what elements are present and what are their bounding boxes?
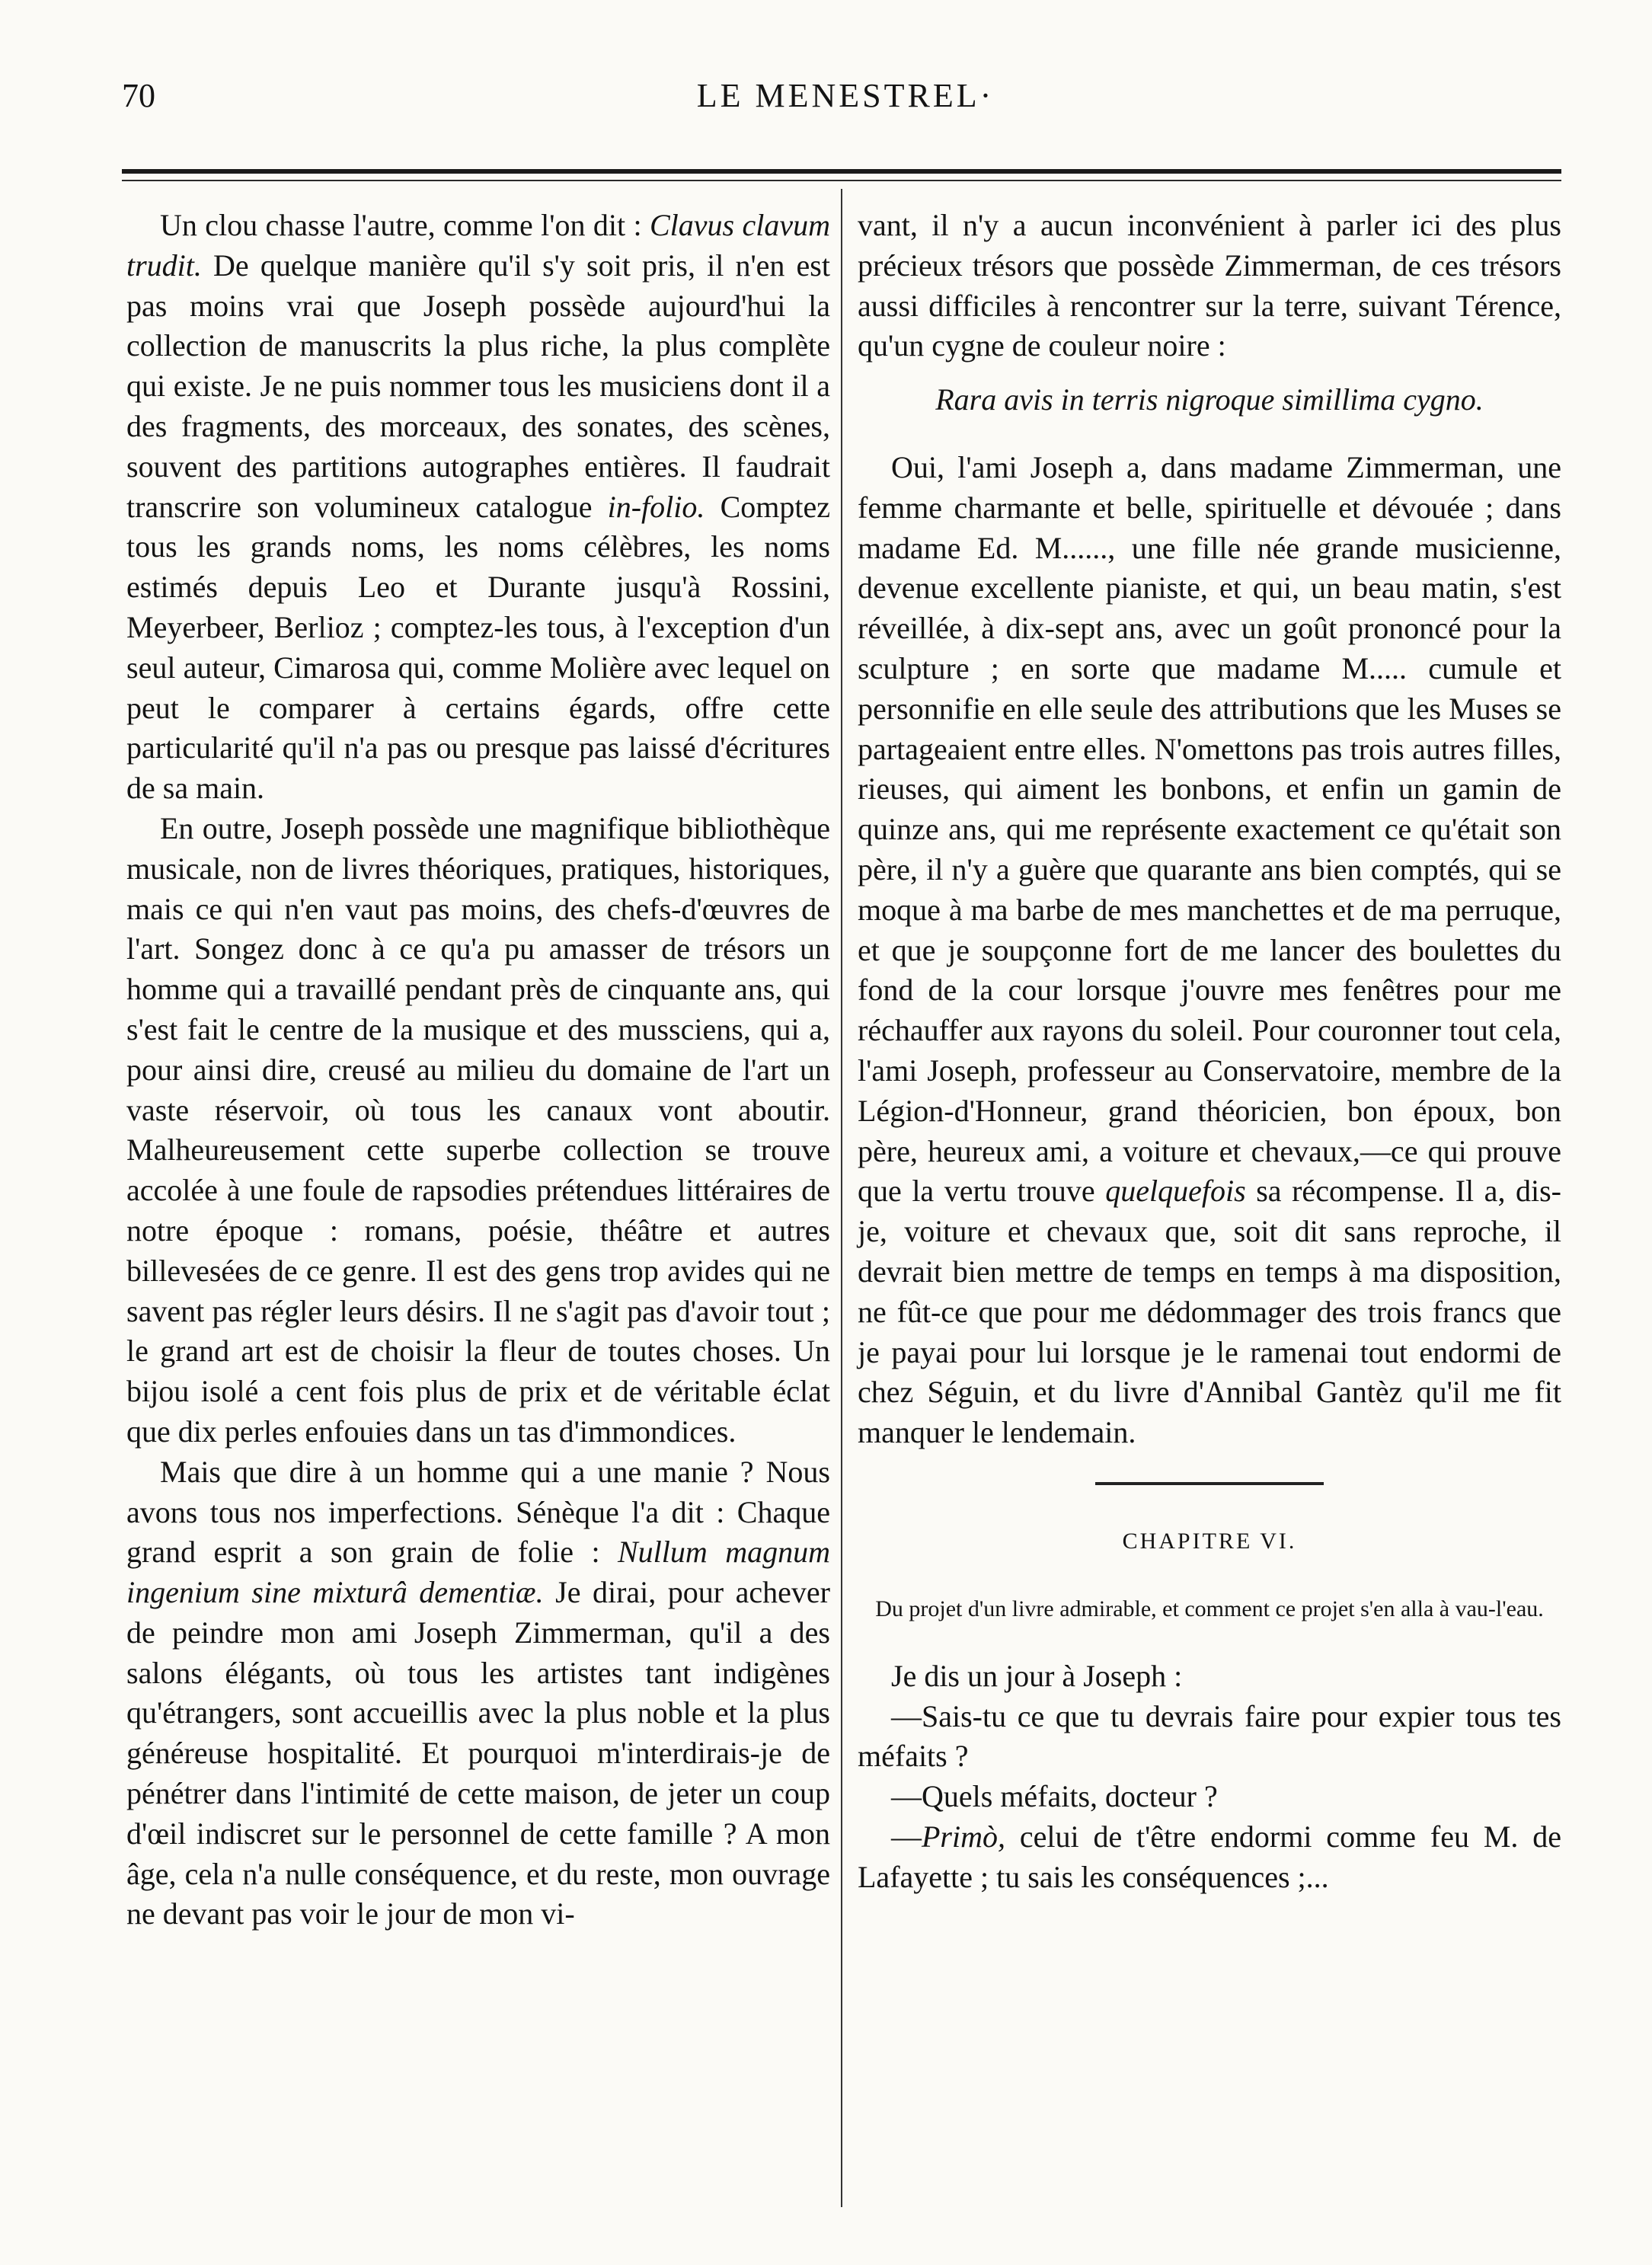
italic-term: in-folio. (607, 489, 705, 524)
italic-term: Primò, (922, 1819, 1005, 1854)
chapter-summary: Du projet d'un livre admirable, et comment ce projet s'en alla à vau-l'eau. (875, 1596, 1544, 1621)
left-column (126, 206, 830, 1934)
latin-quote: Clavus clavum trudit. (126, 208, 831, 283)
header-rule-thick (122, 169, 1561, 174)
paragraph (126, 1452, 830, 1935)
paragraph (126, 206, 830, 809)
column-separator (841, 189, 842, 2207)
text-run: sa récompense. Il a, dis-je, voiture et chevaux que, soit dit sans reproche, il devrait bien mettre de temps en temps à ma disposition, ne fût-ce que pour me dédommager des trois francs que je payai pour lui lorsque je le ramenai tout endormi de chez Séguin, et du livre d'Annibal Gantèz qu'il me fit manquer le lendemain. (858, 1174, 1561, 1450)
text-run: Comptez tous les grands noms, les noms célèbres, les noms estimés depuis Leo et Durante jusqu'à Rossini, Meyerbeer, Berlioz ; comptez-les tous, à l'exception d'un seul auteur, Cimarosa qui, comme Molière avec lequel on peut le comparer à certains égards, offre cette particularité qu'il n'a pas ou presque pas laissé d'écritures de sa main. (126, 489, 830, 806)
paragraph: Je dis un jour à Joseph : (891, 1658, 1183, 1693)
text-run: celui de t'être endormi comme feu M. de Lafayette ; tu sais les conséquences ;... (858, 1819, 1561, 1894)
text-run: Un clou chasse l'autre, comme l'on dit : (160, 208, 650, 242)
section-divider (1095, 1482, 1324, 1485)
header-rule-thin (122, 180, 1561, 181)
text-run: De quelque manière qu'il s'y soit pris, il n'en est pas moins vrai que Joseph possède aujourd'hui la collection de manuscrits la plus riche, la plus complète qui existe. Je ne puis nommer tous les musiciens dont il a des fragments, des morceaux, des sonates, des scènes, souvent des partitions autographes entières. Il faudrait transcrire son volumineux catalogue (126, 248, 830, 524)
latin-quote: Nullum magnum ingenium sine mixturâ dementiæ. (126, 1535, 830, 1610)
chapter-title: CHAPITRE VI. (1122, 1528, 1297, 1554)
right-column (858, 206, 1561, 1897)
dialogue-line: —Quels méfaits, docteur ? (891, 1779, 1218, 1814)
running-title: LE MENESTREL· (696, 77, 995, 114)
dialogue-line (858, 1817, 1561, 1898)
paragraph: En outre, Joseph possède une magnifique bibliothèque musicale, non de livres théoriques, pratiques, historiques, mais ce qui n'en vaut pas moins, des chefs-d'œuvres de l'art. Songez donc à ce qu'a pu amasser de trésors un homme qui a travaillé pendant près de cinquante ans, qui s'est fait le centre de la musique et des mussciens, qui a, pour ainsi dire, creusé au milieu du domaine de l'art un vaste réservoir, où tous les canaux vont aboutir. Malheureusement cette superbe collection se trouve accolée à une foule de rapsodies prétendues littéraires de notre époque : romans, poésie, théâtre et autres billevesées de ce genre. Il est des gens trop avides qui ne savent pas régler leurs désirs. Il ne s'agit pas d'avoir tout ; le grand art est de choisir la fleur de toutes choses. Un bijou isolé a cent fois plus de prix et de véritable éclat que dix perles enfouies dans un tas d'immondices. (126, 810, 830, 1449)
text-run: — (891, 1819, 922, 1854)
italic-term: quelquefois (1105, 1174, 1246, 1209)
latin-verse: Rara avis in terris nigroque simillima cygno. (935, 382, 1484, 417)
paragraph (858, 448, 1561, 1453)
text-run: Je dirai, pour achever de peindre mon ami Joseph Zimmerman, qu'il a des salons élégants, où tous les artistes tant indigènes qu'étrangers, sont accueillis avec la plus noble et la plus généreuse hospitalité. Et pourquoi m'interdirais-je de pénétrer dans l'intimité de cette maison, de jeter un coup d'œil indiscret sur le personnel de cette famille ? A mon âge, cela n'a nulle conséquence, et du reste, mon ouvrage ne devant pas voir le jour de mon vi- (126, 1575, 830, 1931)
paragraph: vant, il n'y a aucun inconvénient à parler ici des plus précieux trésors que possède Zimmerman, de ces trésors aussi difficiles à rencontrer sur la terre, suivant Térence, qu'un cygne de couleur noire : (858, 208, 1561, 363)
page-number: 70 (122, 77, 155, 114)
text-run: Oui, l'ami Joseph a, dans madame Zimmerman, une femme charmante et belle, spirituelle et dévouée ; dans madame Ed. M......, une fille née grande musicienne, devenue excellente pianiste, et qui, un beau matin, s'est réveillée, à dix-sept ans, avec un goût prononcé pour la sculpture ; en sorte que madame M..... cumule et personnifie en elle seule des attributions que les Muses se partageaient entre elles. N'omettons pas trois autres filles, rieuses, qui aiment les bonbons, et enfin un gamin de quinze ans, qui me représente exactement ce qu'était son père, il n'y a guère que quarante ans bien comptés, qui se moque à ma barbe de mes manchettes et de ma perruque, et que je soupçonne fort de me lancer des boulettes du fond de la cour lorsque j'ouvre mes fenêtres pour me réchauffer aux rayons du soleil. Pour couronner tout cela, l'ami Joseph, professeur au Conservatoire, membre de la Légion-d'Honneur, grand théoricien, bon époux, bon père, heureux ami, a voiture et chevaux,—ce qui prouve que la vertu trouve (858, 449, 1561, 1209)
page-header (122, 76, 1569, 129)
dialogue-line: —Sais-tu ce que tu devrais faire pour expier tous tes méfaits ? (858, 1698, 1561, 1774)
text-run: Mais que dire à un homme qui a une manie ? Nous avons tous nos imperfections. Sénèque l'a dit : Chaque grand esprit a son grain de folie : (126, 1454, 830, 1570)
